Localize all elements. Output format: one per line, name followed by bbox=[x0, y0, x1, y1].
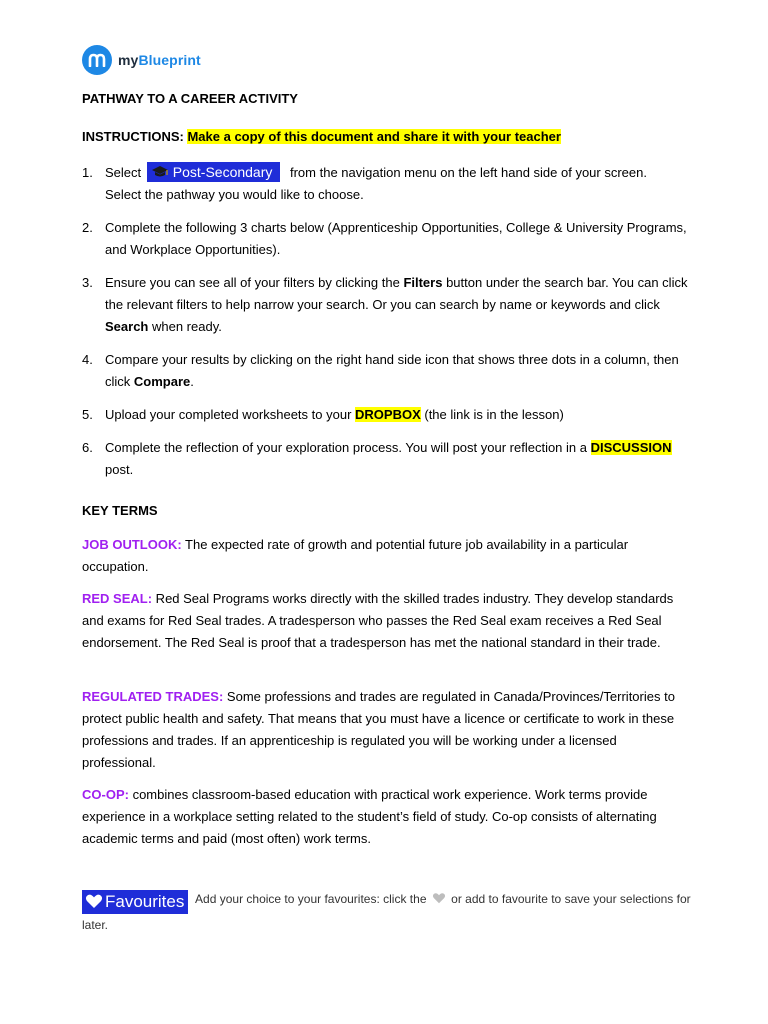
filters-term: Filters bbox=[403, 275, 443, 290]
mortarboard-icon bbox=[151, 165, 169, 179]
logo-text: myBlueprint bbox=[118, 52, 201, 68]
step-2: 2. Complete the following 3 charts below (Apprenticeship Opportunities, College & University Programs, and Workplace Opportunities). bbox=[82, 220, 687, 257]
search-term: Search bbox=[105, 319, 149, 334]
step-3: 3. Ensure you can see all of your filters by clicking the Filters button under the search bar. You can click the relevant filters to help narrow your search. Or you can search by name or keywords and click Search when ready. bbox=[82, 275, 688, 334]
key-terms-heading: KEY TERMS bbox=[82, 503, 158, 518]
page-title: PATHWAY TO A CAREER ACTIVITY bbox=[82, 91, 298, 106]
dropbox-term: DROPBOX bbox=[355, 407, 421, 422]
post-secondary-nav-chip: Post-Secondary bbox=[147, 162, 281, 182]
step-4: 4. Compare your results by clicking on the right hand side icon that shows three dots in a column, then click Compare. bbox=[82, 352, 679, 389]
instruction-steps bbox=[82, 162, 692, 492]
step-1: 1. Select Post-Secondary from the navigation menu on the left hand side of your screen. Select the pathway you would like to choose. bbox=[82, 164, 647, 202]
step-5: 5. Upload your completed worksheets to your DROPBOX (the link is in the lesson) bbox=[82, 407, 564, 422]
myblueprint-logo bbox=[82, 44, 201, 76]
favourites-note: Favourites Add your choice to your favourites: click the or add to favourite to save your selections for later. bbox=[82, 892, 691, 932]
step-6: 6. Complete the reflection of your exploration process. You will post your reflection in a DISCUSSION post. bbox=[82, 440, 672, 477]
instructions-label: INSTRUCTIONS: bbox=[82, 129, 184, 144]
instructions-line bbox=[82, 126, 561, 148]
favourites-chip: Favourites bbox=[82, 890, 188, 914]
key-term-job-outlook: JOB OUTLOOK: The expected rate of growth and potential future job availability in a particular occupation. bbox=[82, 537, 629, 574]
discussion-term: DISCUSSION bbox=[590, 440, 672, 455]
instructions-text: Make a copy of this document and share it with your teacher bbox=[187, 129, 561, 144]
key-term-red-seal: RED SEAL: Red Seal Programs works directly with the skilled trades industry. They develop standards and exams for Red Seal trades. A tradesperson who passes the Red Seal exam receives a Red Seal endorsement. The Red Seal is proof that a tradesperson has met the national standard in their trade. bbox=[82, 591, 674, 650]
heart-icon bbox=[85, 893, 103, 909]
key-term-co-op: CO-OP: combines classroom-based education with practical work experience. Work terms provide experience in a workplace setting related to the student’s field of study. Co-op consists of alternating academic terms and paid (most often) work terms. bbox=[82, 787, 657, 846]
compare-term: Compare bbox=[133, 374, 191, 389]
key-term-regulated-trades: REGULATED TRADES: Some professions and trades are regulated in Canada/Provinces/Territories to protect public health and safety. That means that you must have a licence or certificate to work in these professions and trades. If an apprenticeship is regulated you will be working under a licensed professional. bbox=[82, 689, 675, 770]
heart-icon bbox=[432, 892, 446, 904]
myblueprint-logo-icon bbox=[82, 45, 112, 75]
